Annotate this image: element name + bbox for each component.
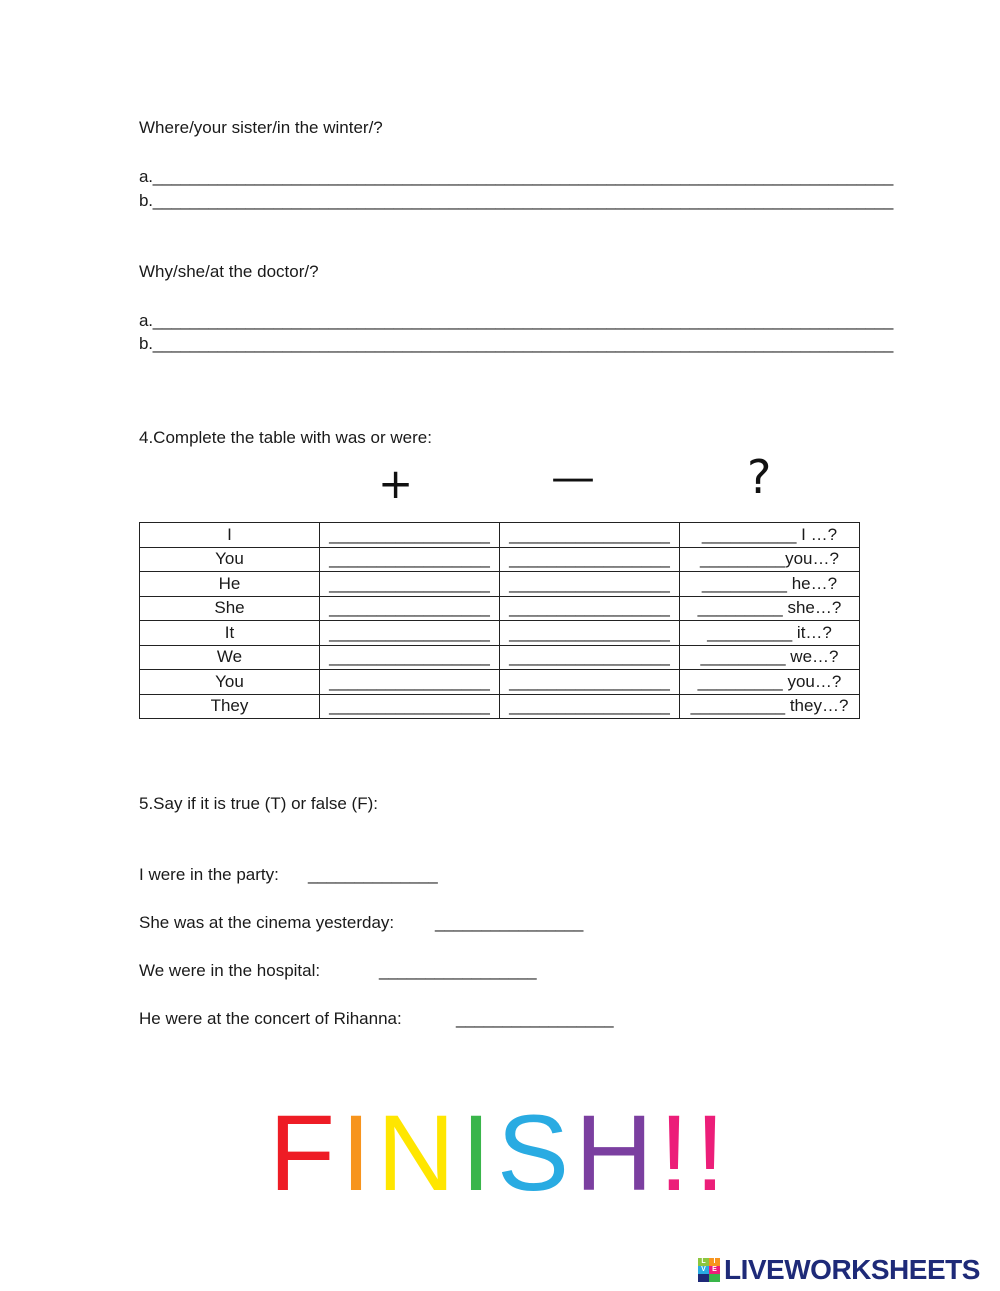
row-subject: They: [140, 694, 320, 719]
negative-blank[interactable]: _________________: [500, 621, 680, 646]
finish-letter: F: [268, 1092, 341, 1213]
question-mark-icon: ?: [747, 450, 772, 504]
was-were-table: [139, 522, 860, 719]
row-subject: We: [140, 645, 320, 670]
answer-line-b[interactable]: b.________________________________________________________________________________: [139, 334, 894, 353]
affirmative-blank[interactable]: _________________: [320, 596, 500, 621]
logo-tile: V: [698, 1266, 709, 1274]
statement: She was at the cinema yesterday:: [139, 913, 395, 932]
answer-line-a[interactable]: a.________________________________________________________________________________: [139, 311, 894, 330]
finish-banner: [0, 1092, 1000, 1213]
logo-tile: [709, 1274, 720, 1282]
logo-tile: I: [709, 1258, 720, 1266]
answer-blank[interactable]: _________________: [379, 961, 537, 980]
question-blank[interactable]: __________ I …?: [680, 523, 860, 548]
table-row: [140, 670, 860, 695]
statement: He were at the concert of Rihanna:: [139, 1009, 402, 1028]
answer-blank[interactable]: _________________: [456, 1009, 614, 1028]
question-prompt: Where/your sister/in the winter/?: [139, 118, 383, 137]
answer-line-b[interactable]: b.________________________________________________________________________________: [139, 191, 894, 210]
plus-icon: +: [378, 459, 414, 508]
row-subject: I: [140, 523, 320, 548]
table-row: [140, 547, 860, 572]
affirmative-blank[interactable]: _________________: [320, 670, 500, 695]
negative-blank[interactable]: _________________: [500, 645, 680, 670]
row-subject: It: [140, 621, 320, 646]
finish-letter: I: [460, 1092, 497, 1213]
statement: We were in the hospital:: [139, 961, 321, 980]
question-blank[interactable]: __________ they…?: [680, 694, 860, 719]
negative-blank[interactable]: _________________: [500, 596, 680, 621]
logo-tile: L: [698, 1258, 709, 1266]
finish-letter: I: [340, 1092, 377, 1213]
answer-blank[interactable]: ______________: [308, 865, 438, 884]
minus-icon: —: [551, 455, 595, 501]
table-row: [140, 523, 860, 548]
table-row: [140, 596, 860, 621]
logo-text: LIVEWORKSHEETS: [724, 1254, 980, 1285]
table-row: [140, 694, 860, 719]
affirmative-blank[interactable]: _________________: [320, 523, 500, 548]
table-row: [140, 572, 860, 597]
negative-blank[interactable]: _________________: [500, 572, 680, 597]
affirmative-blank[interactable]: _________________: [320, 547, 500, 572]
negative-blank[interactable]: _________________: [500, 523, 680, 548]
logo-tile: E: [709, 1266, 720, 1274]
section-title: 4.Complete the table with was or were:: [139, 428, 432, 447]
question-blank[interactable]: _________ he…?: [680, 572, 860, 597]
answer-line-a[interactable]: a.________________________________________________________________________________: [139, 167, 894, 186]
finish-letter: !: [659, 1092, 696, 1213]
affirmative-blank[interactable]: _________________: [320, 572, 500, 597]
question-blank[interactable]: _________ she…?: [680, 596, 860, 621]
finish-letter: S: [496, 1092, 576, 1213]
negative-blank[interactable]: _________________: [500, 547, 680, 572]
affirmative-blank[interactable]: _________________: [320, 621, 500, 646]
statement: I were in the party:: [139, 865, 279, 884]
affirmative-blank[interactable]: _________________: [320, 694, 500, 719]
finish-letter: H: [575, 1092, 660, 1213]
question-blank[interactable]: _________you…?: [680, 547, 860, 572]
section-title: 5.Say if it is true (T) or false (F):: [139, 794, 378, 813]
question-prompt: Why/she/at the doctor/?: [139, 262, 319, 281]
finish-letter: N: [376, 1092, 461, 1213]
finish-letter: !: [695, 1092, 732, 1213]
liveworksheets-logo-icon: [698, 1258, 720, 1282]
question-blank[interactable]: _________ we…?: [680, 645, 860, 670]
negative-blank[interactable]: _________________: [500, 694, 680, 719]
negative-blank[interactable]: _________________: [500, 670, 680, 695]
answer-blank[interactable]: ________________: [435, 913, 584, 932]
affirmative-blank[interactable]: _________________: [320, 645, 500, 670]
question-blank[interactable]: _________ it…?: [680, 621, 860, 646]
logo-tile: [698, 1274, 709, 1282]
question-blank[interactable]: _________ you…?: [680, 670, 860, 695]
row-subject: He: [140, 572, 320, 597]
table-row: [140, 645, 860, 670]
table-row: [140, 621, 860, 646]
liveworksheets-logo: [698, 1256, 980, 1284]
row-subject: You: [140, 547, 320, 572]
row-subject: She: [140, 596, 320, 621]
row-subject: You: [140, 670, 320, 695]
